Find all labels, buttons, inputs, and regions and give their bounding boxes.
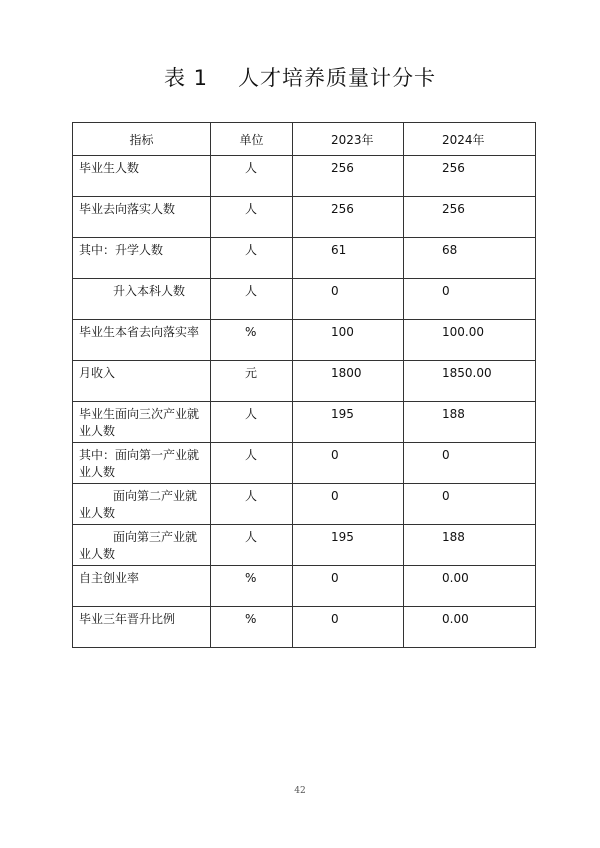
cell-unit: 元 [211, 361, 293, 402]
cell-unit: % [211, 320, 293, 361]
indicator-line: 其中：面向第一产业就 [79, 448, 200, 462]
cell-2023: 195 [293, 402, 404, 443]
cell-2023: 1800 [293, 361, 404, 402]
cell-2024: 256 [404, 197, 536, 238]
scorecard-table [72, 122, 536, 648]
indicator-line: 业人数 [79, 424, 116, 438]
cell-indicator: 毕业去向落实人数 [73, 197, 211, 238]
cell-indicator: 升入本科人数 [73, 279, 211, 320]
cell-2023: 61 [293, 238, 404, 279]
table-number: 表 1 [163, 66, 209, 90]
table-row [73, 279, 536, 320]
cell-2024: 0.00 [404, 566, 536, 607]
cell-indicator: 毕业生人数 [73, 156, 211, 197]
cell-indicator: 月收入 [73, 361, 211, 402]
cell-2023: 0 [293, 443, 404, 484]
cell-2024: 256 [404, 156, 536, 197]
cell-2024: 0 [404, 484, 536, 525]
cell-2023: 0 [293, 607, 404, 648]
cell-indicator [73, 484, 211, 525]
cell-unit: 人 [211, 525, 293, 566]
cell-indicator: 自主创业率 [73, 566, 211, 607]
cell-2024: 1850.00 [404, 361, 536, 402]
cell-2023: 0 [293, 484, 404, 525]
table-row [73, 320, 536, 361]
cell-2024: 0 [404, 279, 536, 320]
cell-2024: 188 [404, 525, 536, 566]
header-indicator: 指标 [73, 123, 211, 156]
cell-indicator [73, 443, 211, 484]
header-unit: 单位 [211, 123, 293, 156]
cell-2023: 0 [293, 279, 404, 320]
indicator-line: 面向第二产业就 [113, 489, 198, 503]
cell-indicator [73, 402, 211, 443]
indicator-line: 业人数 [79, 465, 116, 479]
page-number: 42 [294, 786, 306, 796]
cell-indicator [73, 525, 211, 566]
cell-unit: 人 [211, 279, 293, 320]
table-row [73, 443, 536, 484]
cell-unit: 人 [211, 402, 293, 443]
table-row [73, 197, 536, 238]
table-title: 人才培养质量计分卡 [238, 66, 437, 90]
cell-unit: 人 [211, 156, 293, 197]
cell-2024: 68 [404, 238, 536, 279]
page-title [0, 62, 600, 92]
cell-unit: 人 [211, 197, 293, 238]
cell-unit: 人 [211, 238, 293, 279]
indicator-line: 业人数 [79, 506, 116, 520]
indicator-line: 业人数 [79, 547, 116, 561]
table-row [73, 156, 536, 197]
cell-2024: 0 [404, 443, 536, 484]
cell-2023: 195 [293, 525, 404, 566]
table-row [73, 402, 536, 443]
table-row [73, 566, 536, 607]
header-row [73, 123, 536, 156]
header-2023: 2023年 [293, 123, 404, 156]
cell-2023: 256 [293, 156, 404, 197]
cell-indicator: 其中：升学人数 [73, 238, 211, 279]
cell-indicator: 毕业生本省去向落实率 [73, 320, 211, 361]
cell-indicator: 毕业三年晋升比例 [73, 607, 211, 648]
header-2024: 2024年 [404, 123, 536, 156]
cell-unit: % [211, 607, 293, 648]
cell-2024: 100.00 [404, 320, 536, 361]
indicator-line: 毕业生面向三次产业就 [79, 407, 200, 421]
table-row [73, 238, 536, 279]
cell-unit: % [211, 566, 293, 607]
cell-2023: 100 [293, 320, 404, 361]
table-row [73, 525, 536, 566]
table-row [73, 607, 536, 648]
cell-2024: 188 [404, 402, 536, 443]
table-row [73, 361, 536, 402]
cell-unit: 人 [211, 484, 293, 525]
cell-2023: 0 [293, 566, 404, 607]
cell-2023: 256 [293, 197, 404, 238]
indicator-line: 面向第三产业就 [113, 530, 198, 544]
cell-unit: 人 [211, 443, 293, 484]
cell-2024: 0.00 [404, 607, 536, 648]
table-row [73, 484, 536, 525]
